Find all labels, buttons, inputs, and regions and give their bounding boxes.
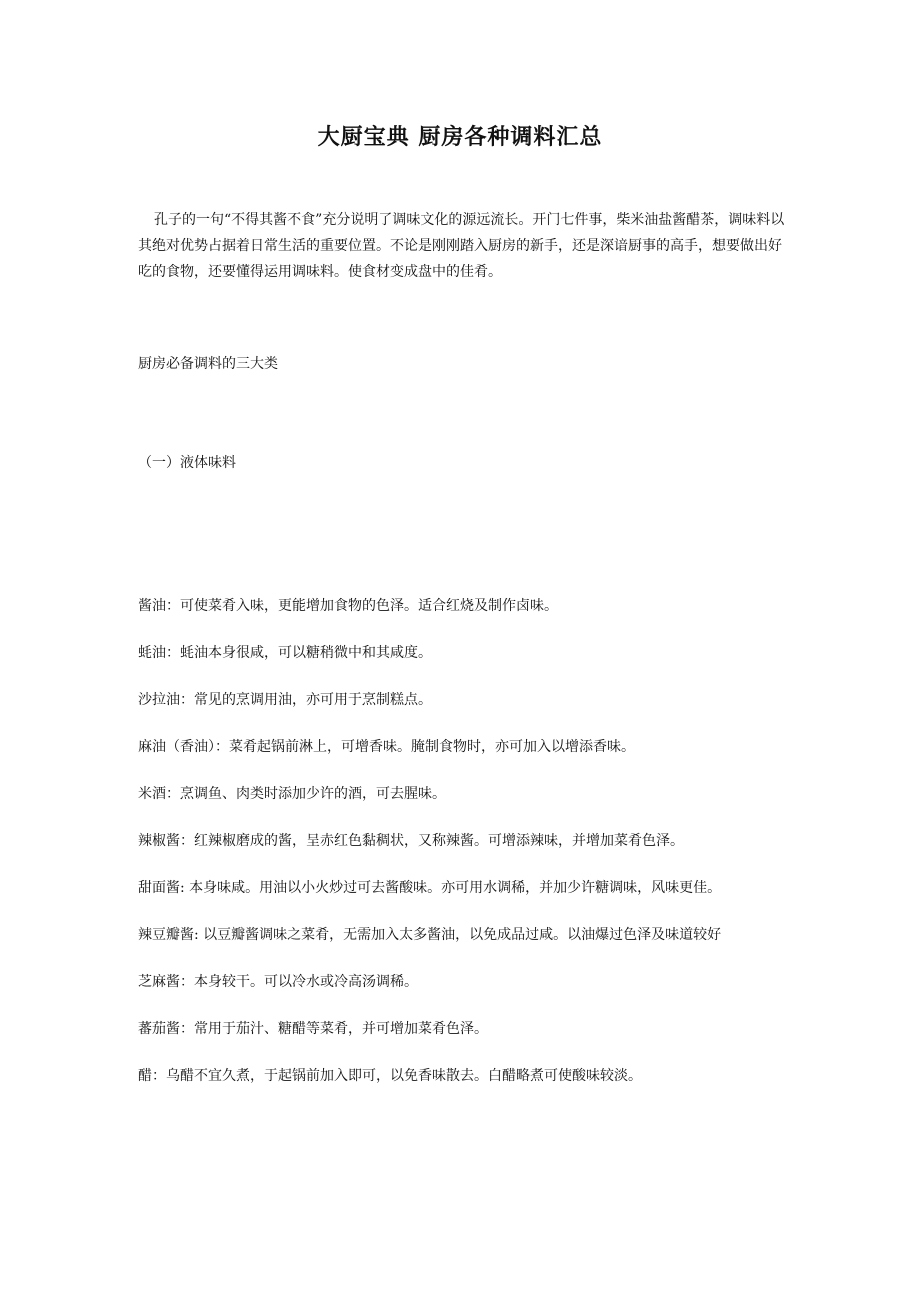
seasoning-item-spicy-bean-paste: 辣豆瓣酱: 以豆瓣酱调味之菜肴，无需加入太多酱油，以免成品过咸。以油爆过色泽及味道较好 (138, 927, 722, 943)
seasoning-list (138, 594, 788, 1111)
seasoning-item-vinegar: 醋：乌醋不宜久煮，于起锅前加入即可，以免香味散去。白醋略煮可使酸味较淡。 (138, 1068, 642, 1084)
section-heading: 厨房必备调料的三大类 (138, 356, 278, 372)
seasoning-item-soy-sauce: 酱油：可使菜肴入味，更能增加食物的色泽。适合红烧及制作卤味。 (138, 598, 558, 614)
intro-paragraph: 孔子的一句“不得其酱不食”充分说明了调味文化的源远流长。开门七件事，柴米油盐酱醋茶，调味料以其绝对优势占据着日常生活的重要位置。不论是刚刚踏入厨房的新手，还是深谙厨事的高手，想要做出好吃的食物，还要懂得运用调味料。使食材变成盘中的佳肴。 (138, 212, 785, 280)
seasoning-item-sesame-oil: 麻油（香油）：菜肴起锅前淋上，可增香味。腌制食物时，亦可加入以增添香味。 (138, 739, 635, 755)
seasoning-item-rice-wine: 米酒：烹调鱼、肉类时添加少许的酒，可去腥味。 (138, 786, 446, 802)
document-title: 大厨宝典 厨房各种调料汇总 (317, 124, 603, 150)
seasoning-item-sesame-paste: 芝麻酱：本身较干。可以冷水或冷高汤调稀。 (138, 974, 418, 990)
seasoning-item-chili-sauce: 辣椒酱：红辣椒磨成的酱，呈赤红色黏稠状，又称辣酱。可增添辣味，并增加菜肴色泽。 (138, 833, 684, 849)
seasoning-item-ketchup: 蕃茄酱：常用于茄汁、糖醋等菜肴，并可增加菜肴色泽。 (138, 1021, 488, 1037)
subsection-heading: （一）液体味料 (138, 455, 236, 471)
seasoning-item-salad-oil: 沙拉油：常见的烹调用油，亦可用于烹制糕点。 (138, 692, 432, 708)
seasoning-item-oyster-sauce: 蚝油：蚝油本身很咸，可以糖稍微中和其咸度。 (138, 645, 432, 661)
seasoning-item-sweet-bean-sauce: 甜面酱: 本身味咸。用油以小火炒过可去酱酸味。亦可用水调稀，并加少许糖调味，风味更佳。 (138, 880, 722, 896)
